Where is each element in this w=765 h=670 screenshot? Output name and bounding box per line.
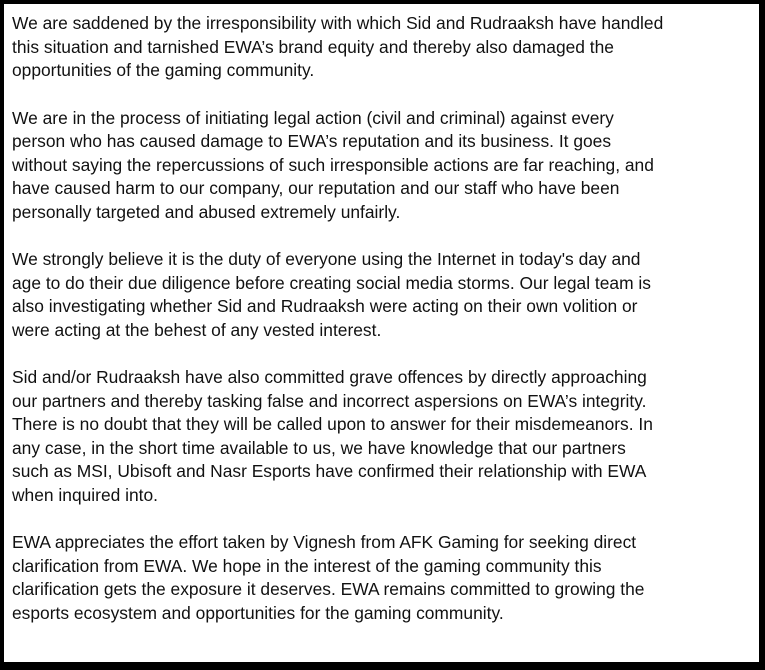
text-line: have caused harm to our company, our reputation and our staff who have been: [12, 178, 620, 198]
text-line: EWA appreciates the effort taken by Vignesh from AFK Gaming for seeking direct: [12, 532, 637, 552]
text-line: opportunities of the gaming community.: [12, 60, 315, 80]
text-line: were acting at the behest of any vested interest.: [12, 319, 382, 340]
text-line: without saying the repercussions of such irresponsible actions are far reaching, and: [12, 154, 654, 175]
text-line: person who has caused damage to EWA’s reputation and its business. It goes: [12, 131, 612, 151]
paragraph-5: [12, 531, 760, 625]
text-line: our partners and thereby tasking false and incorrect aspersions on EWA’s integrity.: [12, 390, 647, 411]
text-line: We are saddened by the irresponsibility with which Sid and Rudraaksh have handled: [12, 13, 664, 33]
paragraph-1: [12, 12, 760, 83]
text-line: any case, in the short time available to us, we have knowledge that our partners: [12, 437, 626, 458]
text-line: esports ecosystem and opportunities for the gaming community.: [12, 602, 504, 623]
text-line: also investigating whether Sid and Rudraaksh were acting on their own volition or: [12, 296, 638, 316]
text-line: We strongly believe it is the duty of everyone using the Internet in today's day and: [12, 249, 641, 269]
text-line: age to do their due diligence before creating social media storms. Our legal team is: [12, 272, 651, 293]
text-line: when inquired into.: [12, 484, 158, 505]
statement-text: [12, 12, 760, 649]
text-line: clarification from EWA. We hope in the interest of the gaming community this: [12, 555, 602, 576]
text-line: this situation and tarnished EWA’s brand equity and thereby also damaged the: [12, 36, 614, 57]
text-line: such as MSI, Ubisoft and Nasr Esports have confirmed their relationship with EWA: [12, 461, 647, 481]
paragraph-3: [12, 248, 760, 342]
text-line: There is no doubt that they will be called upon to answer for their misdemeanors. In: [12, 414, 653, 434]
paragraph-2: [12, 107, 760, 225]
text-line: clarification gets the exposure it deserves. EWA remains committed to growing the: [12, 579, 645, 599]
paragraph-4: [12, 366, 760, 507]
text-line: We are in the process of initiating legal action (civil and criminal) against every: [12, 107, 614, 128]
text-line: personally targeted and abused extremely unfairly.: [12, 201, 401, 222]
text-line: Sid and/or Rudraaksh have also committed grave offences by directly approaching: [12, 367, 647, 387]
